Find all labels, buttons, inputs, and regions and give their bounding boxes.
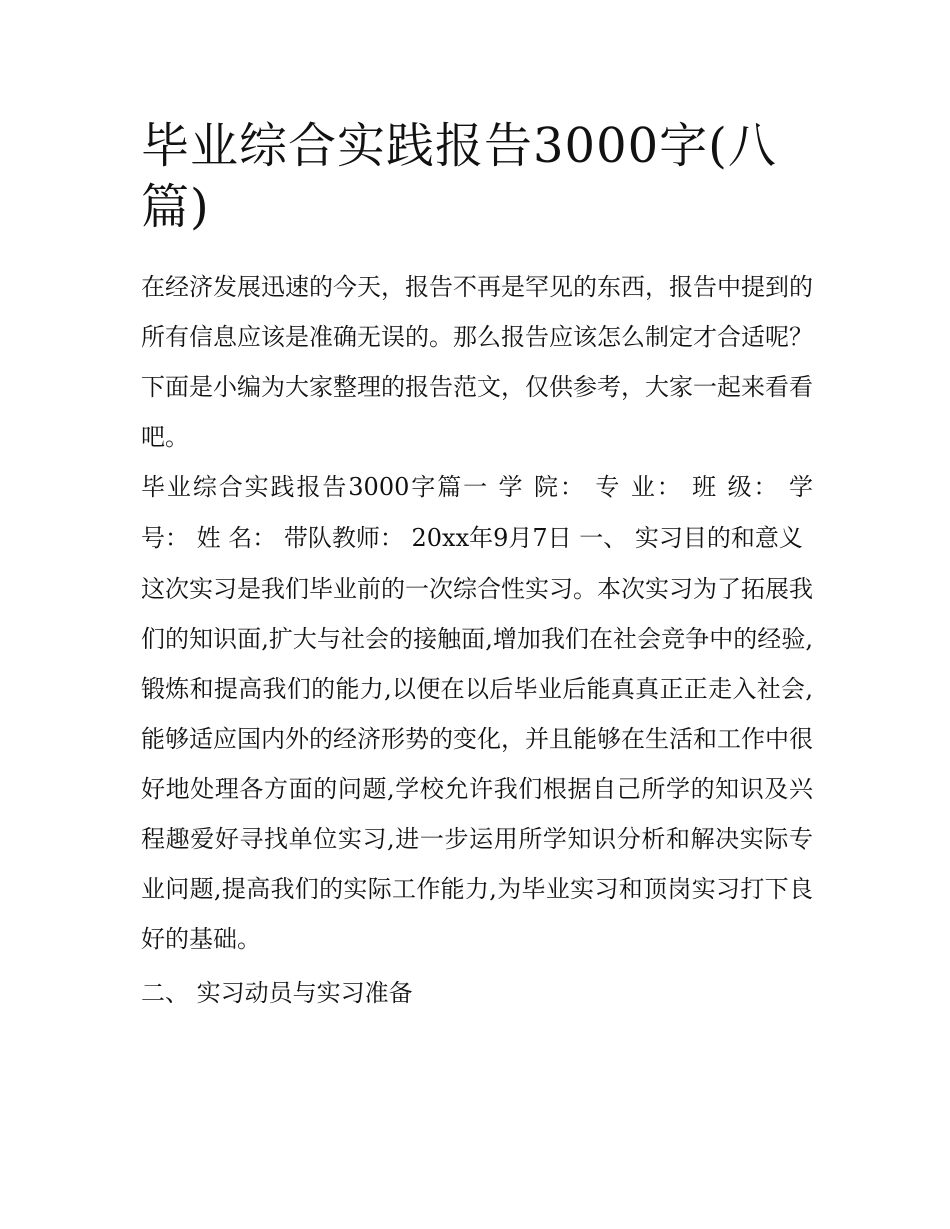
document-title: 毕业综合实践报告3000字(八篇): [141, 118, 777, 235]
section-two-heading: 二、 实习动员与实习准备: [141, 979, 413, 1007]
document-content: [141, 116, 813, 1018]
intro-paragraph: 在经济发展迅速的今天，报告不再是罕见的东西，报告中提到的所有信息应该是准确无误的。那么报告应该怎么制定才合适呢？下面是小编为大家整理的报告范文，仅供参考，大家一起来看看吧。: [141, 273, 813, 451]
report-meta-paragraph: 毕业综合实践报告3000字篇一 学 院： 专 业： 班 级： 学 号： 姓 名： 带队教师： 20xx年9月7日 一、 实习目的和意义: [141, 473, 813, 552]
section-one-paragraph: 这次实习是我们毕业前的一次综合性实习。本次实习为了拓展我们的知识面,扩大与社会的接触面,增加我们在社会竞争中的经验,锻炼和提高我们的能力,以便在以后毕业后能真真正正走入社会,能够适应国内外的经济形势的变化，并且能够在生活和工作中很好地处理各方面的问题,学校允许我们根据自己所学的知识及兴程趣爱好寻找单位实习,进一步运用所学知识分析和解决实际专业问题,提高我们的实际工作能力,为毕业实习和顶岗实习打下良好的基础。: [141, 575, 813, 953]
